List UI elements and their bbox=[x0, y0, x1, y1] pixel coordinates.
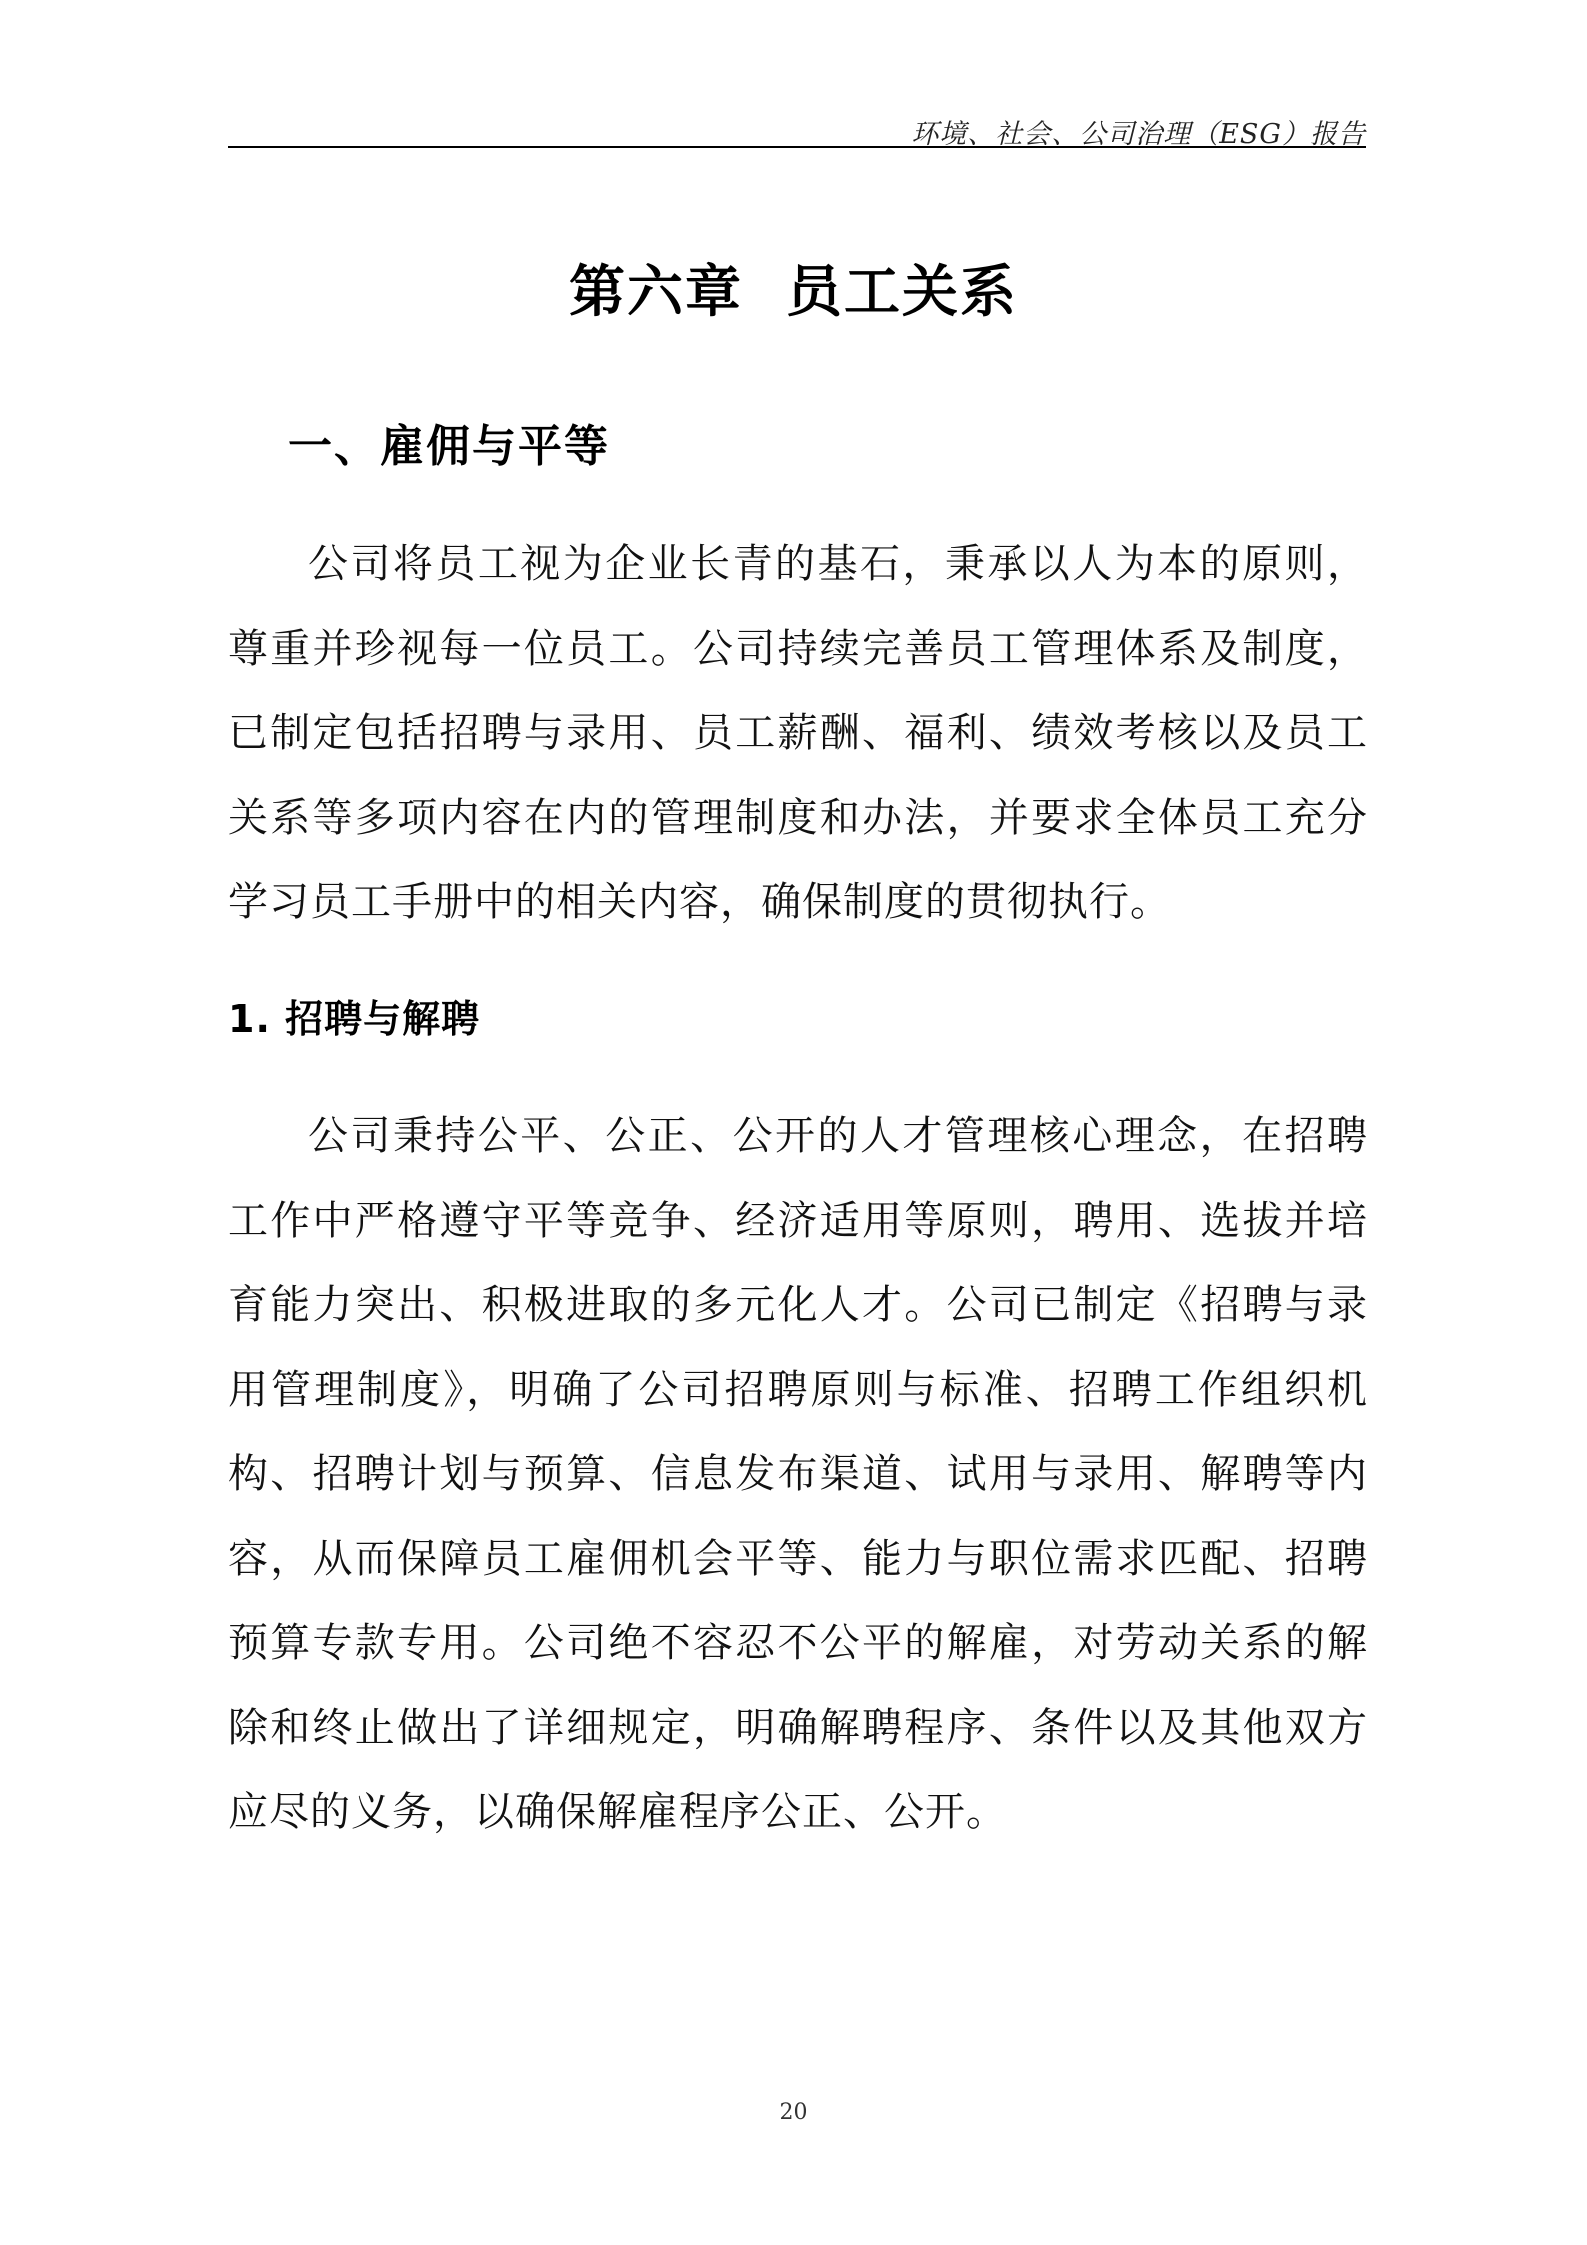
running-header bbox=[228, 108, 1366, 148]
section-paragraph: 公司将员工视为企业长青的基石，秉承以人为本的原则，尊重并珍视每一位员工。公司持续完善员工管理体系及制度，已制定包括招聘与录用、员工薪酬、福利、绩效考核以及员工关系等多项内容在内的管理制度和办法，并要求全体员工充分学习员工手册中的相关内容，确保制度的贯彻执行。 bbox=[228, 541, 1368, 925]
section-heading: 一、雇佣与平等 bbox=[288, 421, 610, 472]
chapter-title: 第六章 员工关系 bbox=[569, 260, 1018, 325]
page-number: 20 bbox=[779, 2100, 808, 2125]
subsection-paragraph: 公司秉持公平、公正、公开的人才管理核心理念，在招聘工作中严格遵守平等竞争、经济适用等原则，聘用、选拔并培育能力突出、积极进取的多元化人才。公司已制定《招聘与录用管理制度》，明确了公司招聘原则与标准、招聘工作组织机构、招聘计划与预算、信息发布渠道、试用与录用、解聘等内容，从而保障员工雇佣机会平等、能力与职位需求匹配、招聘预算专款专用。公司绝不容忍不公平的解雇，对劳动关系的解除和终止做出了详细规定，明确解聘程序、条件以及其他双方应尽的义务，以确保解雇程序公正、公开。 bbox=[228, 1113, 1368, 1835]
subsection-heading: 1. 招聘与解聘 bbox=[228, 997, 481, 1041]
running-header-title: 环境、社会、公司治理（ESG）报告 bbox=[911, 119, 1366, 150]
